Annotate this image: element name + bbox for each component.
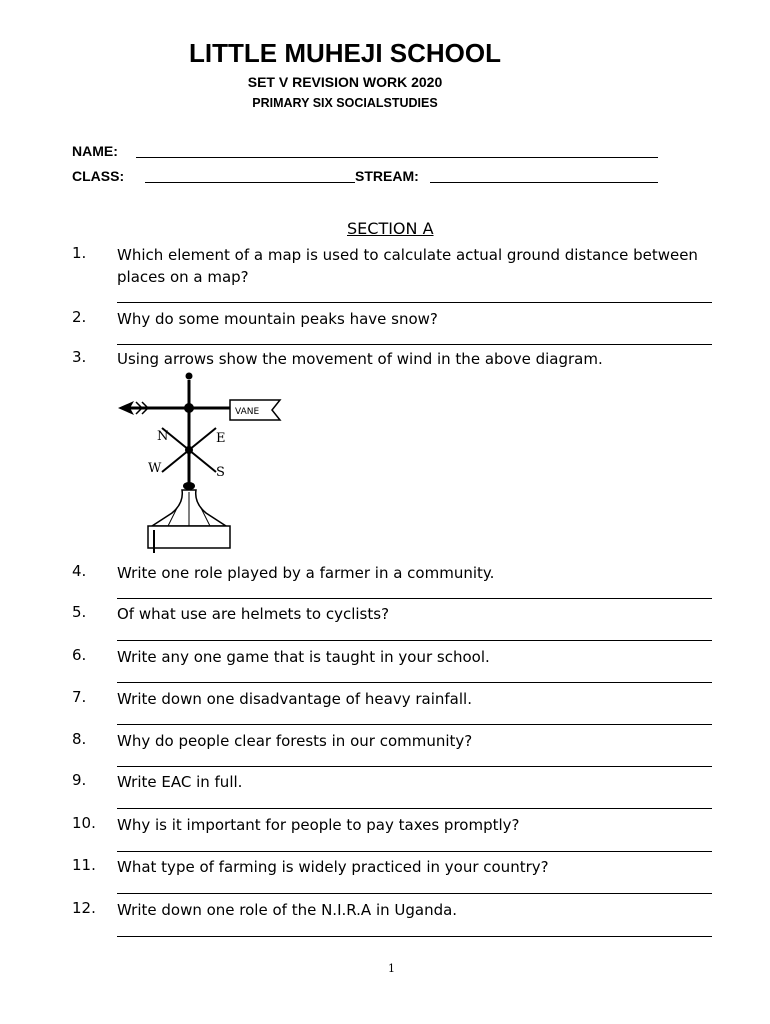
question-number: 12.: [72, 899, 96, 917]
answer-line-2[interactable]: [117, 344, 712, 345]
compass-s: S: [216, 465, 225, 480]
question-text: Write one role played by a farmer in a community.: [117, 564, 495, 582]
question-number: 5.: [72, 603, 87, 621]
question-number: 2.: [72, 308, 87, 326]
question-text: What type of farming is widely practiced in your country?: [117, 858, 549, 876]
answer-line-1[interactable]: [117, 302, 712, 303]
question-number: 7.: [72, 688, 87, 706]
question-text: Write any one game that is taught in your school.: [117, 648, 490, 666]
compass-n: N: [157, 429, 169, 444]
question-number: 9.: [72, 771, 87, 789]
question-text: Using arrows show the movement of wind in the above diagram.: [117, 350, 603, 368]
subject-subtitle: PRIMARY SIX SOCIALSTUDIES: [252, 96, 438, 110]
question-text: Why do people clear forests in our community?: [117, 732, 473, 750]
name-label: NAME:: [72, 143, 118, 159]
question-number: 8.: [72, 730, 87, 748]
answer-line-7[interactable]: [117, 724, 712, 725]
answer-line-8[interactable]: [117, 766, 712, 767]
stream-label: STREAM:: [355, 168, 419, 184]
answer-line-11[interactable]: [117, 893, 712, 894]
question-text: Which element of a map is used to calculate actual ground distance between places on a map?: [117, 246, 698, 286]
question-text: Why do some mountain peaks have snow?: [117, 310, 438, 328]
answer-line-4[interactable]: [117, 598, 712, 599]
answer-line-6[interactable]: [117, 682, 712, 683]
question-text: Write down one role of the N.I.R.A in Uganda.: [117, 901, 458, 919]
compass-e: E: [216, 431, 226, 446]
revision-subtitle: SET V REVISION WORK 2020: [247, 74, 443, 90]
answer-line-12[interactable]: [117, 936, 712, 937]
wind-vane-icon: [112, 368, 292, 553]
vane-label: VANE: [235, 407, 260, 417]
question-number: 10.: [72, 814, 96, 832]
answer-line-9[interactable]: [117, 808, 712, 809]
answer-line-10[interactable]: [117, 851, 712, 852]
question-text: Of what use are helmets to cyclists?: [117, 605, 390, 623]
question-number: 1.: [72, 244, 87, 262]
name-field[interactable]: [136, 157, 658, 158]
answer-line-5[interactable]: [117, 640, 712, 641]
question-number: 4.: [72, 562, 87, 580]
class-field[interactable]: [145, 182, 355, 183]
section-title: SECTION A: [347, 219, 434, 238]
question-number: 6.: [72, 646, 87, 664]
question-text: Write EAC in full.: [117, 773, 243, 791]
compass-w: W: [148, 461, 162, 476]
class-label: CLASS:: [72, 168, 125, 184]
question-number: 3.: [72, 348, 87, 366]
question-number: 11.: [72, 856, 96, 874]
page-number: 1: [388, 962, 395, 975]
question-text: Write down one disadvantage of heavy rainfall.: [117, 690, 472, 708]
question-text: Why is it important for people to pay taxes promptly?: [117, 816, 520, 834]
stream-field[interactable]: [430, 182, 658, 183]
school-title: LITTLE MUHEJI SCHOOL: [189, 38, 501, 68]
